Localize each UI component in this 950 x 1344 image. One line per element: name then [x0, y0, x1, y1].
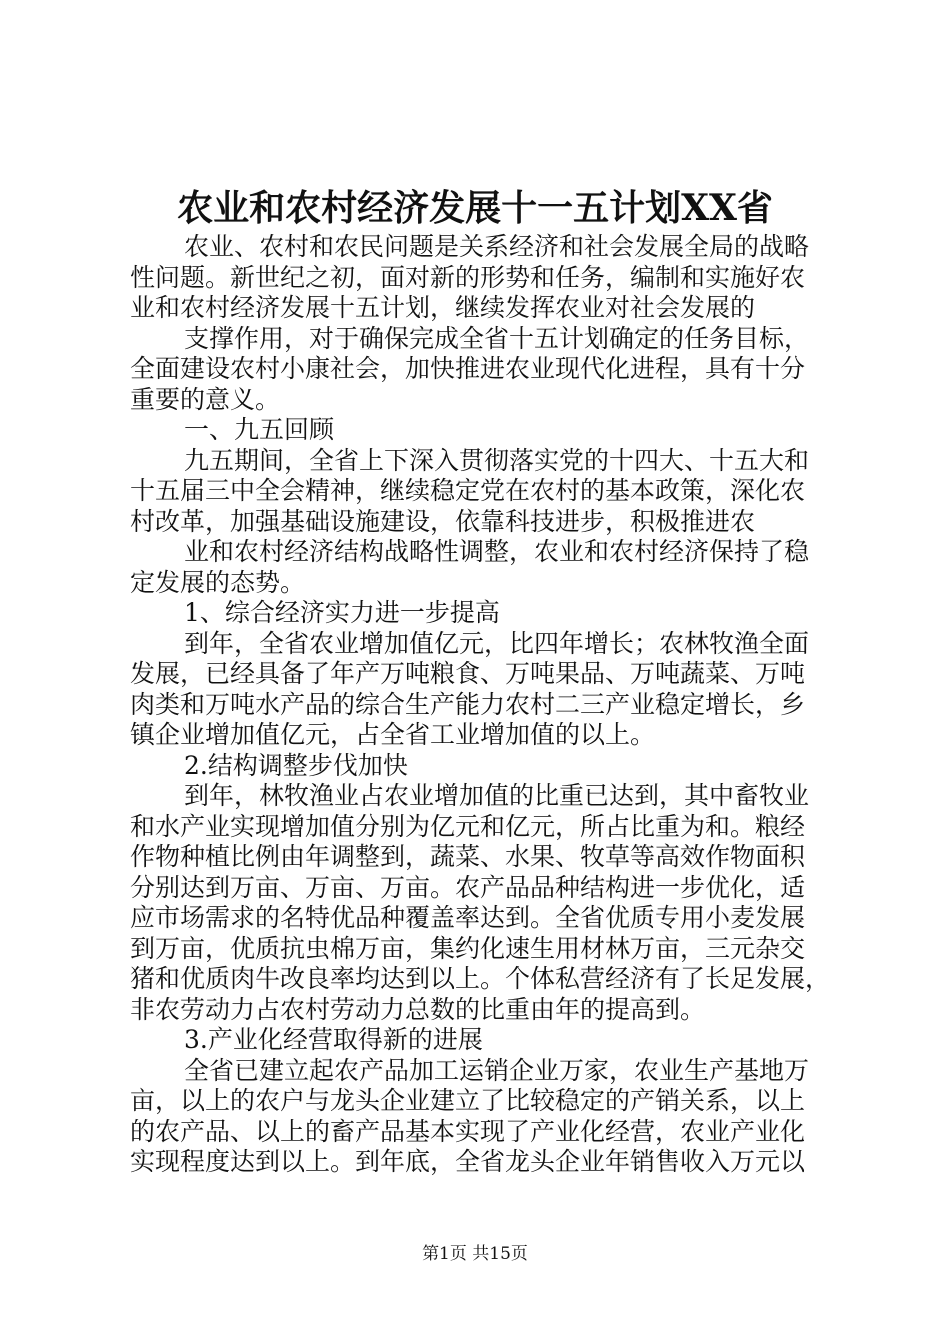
- text-line: 村改革，加强基础设施建设，依靠科技进步，积极推进农: [130, 506, 756, 536]
- text-line: 定发展的态势。: [130, 567, 306, 597]
- text-line: 实现程度达到以上。到年底，全省龙头企业年销售收入万元以: [130, 1147, 806, 1176]
- text-line: 肉类和万吨水产品的综合生产能力农村二三产业稳定增长，乡: [130, 689, 806, 719]
- text-line: 作物种植比例由年调整到，蔬菜、水果、牧草等高效作物面积: [130, 842, 806, 871]
- text-line: 3.产业化经营取得新的进展: [184, 1025, 483, 1054]
- page-footer: 第1页 共15页: [422, 1244, 528, 1264]
- text-line: 一、九五回顾: [184, 415, 335, 444]
- text-line: 支撑作用，对于确保完成全省十五计划确定的任务目标，: [184, 323, 810, 353]
- text-line: 亩，以上的农户与龙头企业建立了比较稳定的产销关系，以上: [130, 1086, 806, 1115]
- text-line: 十五届三中全会精神，继续稳定党在农村的基本政策，深化农: [130, 476, 806, 505]
- text-line: 1、综合经济实力进一步提高: [184, 598, 500, 627]
- document-body: [130, 232, 830, 1178]
- text-line: 发展，已经具备了年产万吨粮食、万吨果品、万吨蔬菜、万吨: [130, 659, 806, 688]
- text-line: 应市场需求的名特优品种覆盖率达到。全省优质专用小麦发展: [130, 903, 806, 932]
- document-title: 农业和农村经济发展十一五计划XX省: [177, 187, 773, 229]
- text-line: 和水产业实现增加值分别为亿元和亿元，所占比重为和。粮经: [130, 811, 806, 841]
- text-line: 镇企业增加值亿元，占全省工业增加值的以上。: [130, 720, 656, 749]
- text-line: 的农产品、以上的畜产品基本实现了产业化经营，农业产业化: [130, 1116, 806, 1146]
- text-line: 业和农村经济发展十五计划，继续发挥农业对社会发展的: [130, 293, 756, 322]
- text-line: 九五期间，全省上下深入贯彻落实党的十四大、十五大和: [184, 445, 810, 475]
- text-line: 非农劳动力占农村劳动力总数的比重由年的提高到。: [130, 994, 706, 1024]
- text-line: 到年，林牧渔业占农业增加值的比重已达到，其中畜牧业: [184, 781, 810, 810]
- text-line: 性问题。新世纪之初，面对新的形势和任务，编制和实施好农: [130, 262, 806, 292]
- text-line: 全面建设农村小康社会，加快推进农业现代化进程，具有十分: [130, 354, 806, 383]
- text-line: 全省已建立起农产品加工运销企业万家，农业生产基地万: [184, 1055, 810, 1085]
- text-line: 业和农村经济结构战略性调整，农业和农村经济保持了稳: [184, 537, 810, 566]
- text-line: 重要的意义。: [130, 384, 281, 414]
- text-line: 到万亩，优质抗虫棉万亩，集约化速生用材林万亩，三元杂交: [130, 933, 806, 963]
- text-line: 2.结构调整步伐加快: [184, 750, 408, 780]
- text-line: 分别达到万亩、万亩、万亩。农产品品种结构进一步优化，适: [130, 872, 806, 902]
- text-line: 猪和优质肉牛改良率均达到以上。个体私营经济有了长足发展，: [130, 964, 831, 993]
- text-line: 农业、农村和农民问题是关系经济和社会发展全局的战略: [184, 232, 810, 261]
- text-line: 到年，全省农业增加值亿元，比四年增长；农林牧渔全面: [184, 628, 810, 658]
